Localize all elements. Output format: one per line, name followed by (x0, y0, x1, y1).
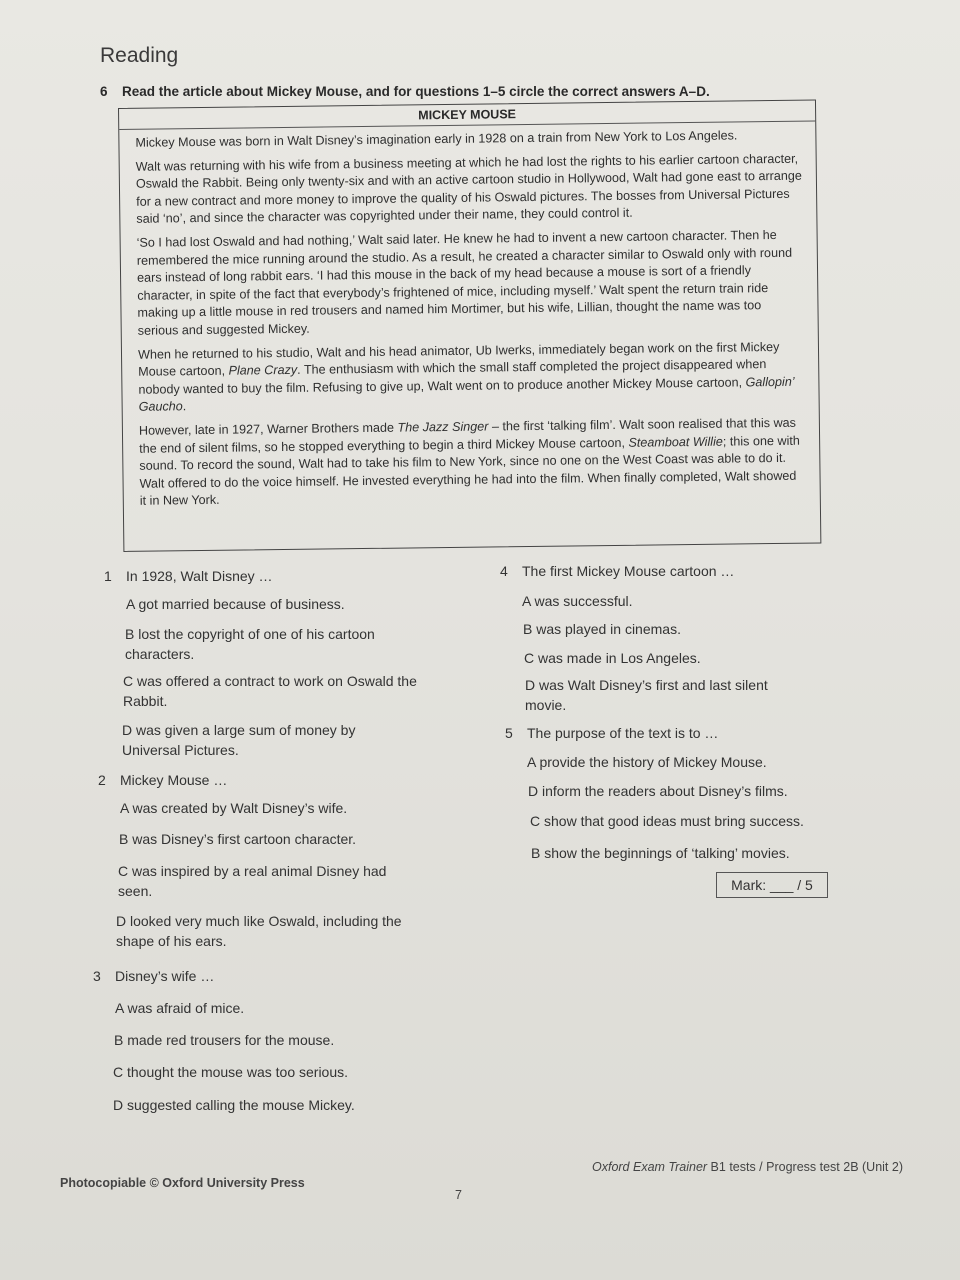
copyright-footer: Photocopiable © Oxford University Press (60, 1176, 305, 1190)
question-stem: Mickey Mouse … (120, 772, 228, 788)
question-4 (500, 563, 734, 579)
answer-option[interactable]: C was inspired by a real animal Disney had seen. (118, 863, 387, 899)
answer-option[interactable]: B lost the copyright of one of his cartoon characters. (125, 626, 375, 662)
question-2 (98, 772, 227, 788)
test-title-footer (592, 1160, 903, 1174)
answer-option[interactable]: B show the beginnings of ‘talking’ movies. (531, 845, 790, 861)
question-5 (505, 725, 718, 741)
answer-option[interactable]: D was given a large sum of money by Universal Pictures. (122, 722, 356, 758)
answer-option[interactable]: A was afraid of mice. (115, 1000, 245, 1016)
answer-option[interactable]: D looked very much like Oswald, including the shape of his ears. (116, 913, 402, 949)
mark-box: Mark: ___ / 5 (716, 872, 828, 898)
question-number: 4 (500, 563, 508, 579)
answer-option[interactable]: C thought the mouse was too serious. (113, 1064, 349, 1080)
answer-option[interactable]: A was created by Walt Disney’s wife. (120, 800, 348, 816)
article-title: MICKEY MOUSE (119, 100, 815, 130)
answer-option[interactable]: C was offered a contract to work on Oswald the Rabbit. (123, 673, 417, 709)
article-paragraph: ‘So I had lost Oswald and had nothing,’ Walt said later. He knew he had to invent a new cartoon character. Then he remembered the mice running around the studio. As a result, he created a character similar to Oswald only with round ears instead of long rabbit ears. ‘I had this mouse in the back of my head because a mouse is sort of a friendly character, in spite of the fact that everybody’s frightened of mice, including myself.’ Walt spent the return train ride making up a little mouse in red trousers and named him Mortimer, but his wife, Lillian, thought the name was too serious and suggested Mickey. (136, 227, 793, 338)
answer-option[interactable]: D suggested calling the mouse Mickey. (113, 1097, 355, 1113)
answer-option[interactable]: A got married because of business. (126, 596, 345, 612)
answer-option[interactable]: B made red trousers for the mouse. (114, 1032, 335, 1048)
section-title: Reading (100, 44, 179, 67)
question-number: 3 (93, 968, 101, 984)
question-number: 5 (505, 725, 513, 741)
answer-option[interactable]: C show that good ideas must bring success. (530, 813, 804, 829)
answer-option[interactable]: D inform the readers about Disney’s films. (528, 783, 788, 799)
article-paragraph: Walt was returning with his wife from a business meeting at which he had lost the rights to his earlier cartoon character, Oswald the Rabbit. Being only twenty-six and with an active cartoon studio in Hollywood, Walt had gone east to arrange for a new contract and more money to improve the quality of his Oswald pictures. The bosses from Universal Pictures said ‘no’, and since the character was copyrighted under their name, they could control it. (135, 151, 802, 227)
question-stem: The purpose of the text is to … (527, 725, 719, 741)
answer-option[interactable]: D was Walt Disney’s first and last silent movie. (525, 677, 768, 713)
question-stem: In 1928, Walt Disney … (126, 568, 273, 584)
answer-option[interactable]: A was successful. (522, 593, 633, 609)
question-3 (93, 968, 214, 984)
question-stem: The first Mickey Mouse cartoon … (522, 563, 735, 579)
page-number: 7 (455, 1188, 462, 1202)
article-box (118, 99, 821, 551)
answer-option[interactable]: C was made in Los Angeles. (524, 650, 701, 666)
answer-option[interactable]: B was played in cinemas. (523, 621, 681, 637)
exercise-number: 6 (100, 84, 108, 99)
question-1 (104, 568, 273, 584)
article-paragraph: Mickey Mouse was born in Walt Disney’s imagination early in 1928 on a train from New York to Los Angeles. (135, 128, 738, 150)
article-paragraph: However, late in 1927, Warner Brothers made The Jazz Singer – the first ‘talking film’. Walt soon realised that this was the end of silent films, so he stopped everything to begin a third Mickey Mouse cartoon, Steamboat Willie; this one with sound. To record the sound, Walt had to take his film to New York, since no one on the West Coast was able to do it. Walt offered to do the voice himself. He invested everything he had into the film. When finally completed, Walt showed it in New York. (138, 415, 800, 509)
answer-option[interactable]: B was Disney’s first cartoon character. (119, 831, 357, 847)
article-paragraph: When he returned to his studio, Walt and his head animator, Ub Iwerks, immediately began work on the first Mickey Mouse cartoon, Plane Crazy. The enthusiasm with which the small staff completed the project disappeared when nobody wanted to buy the film. Refusing to give up, Walt went on to produce another Mickey Mouse cartoon, Gallopin’ Gaucho. (137, 339, 794, 415)
book-title: Oxford Exam Trainer (592, 1160, 708, 1174)
article-body (119, 121, 820, 510)
question-number: 2 (98, 772, 106, 788)
instruction-text: Read the article about Mickey Mouse, and for questions 1–5 circle the correct answers A–D. (122, 84, 710, 99)
question-stem: Disney’s wife … (115, 968, 215, 984)
exercise-instruction (100, 84, 710, 99)
answer-option[interactable]: A provide the history of Mickey Mouse. (527, 754, 767, 770)
test-name: B1 tests / Progress test 2B (Unit 2) (707, 1160, 903, 1174)
question-number: 1 (104, 568, 112, 584)
